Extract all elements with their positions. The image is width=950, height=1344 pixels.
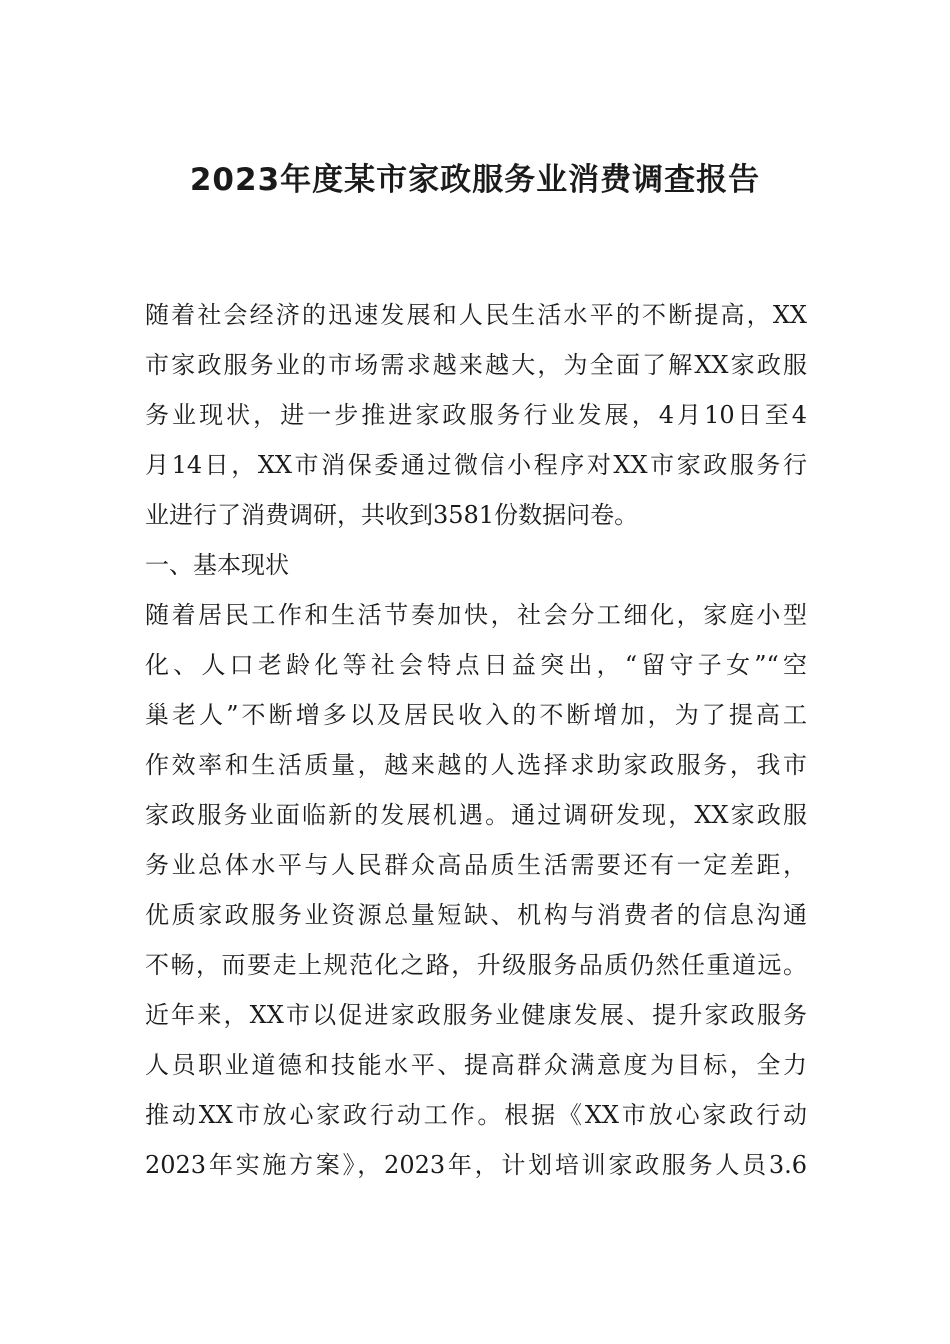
body-line: 推动XX市放心家政行动工作。根据《XX市放心家政行动 [145, 1101, 807, 1129]
body-line: 业进行了消费调研，共收到3581份数据问卷。 [145, 501, 639, 529]
body-line: 随着社会经济的迅速发展和人民生活水平的不断提高，XX [145, 301, 807, 329]
body-line: 人员职业道德和技能水平、提高群众满意度为目标，全力 [145, 1051, 807, 1079]
body-line: 作效率和生活质量，越来越的人选择求助家政服务，我市 [145, 751, 807, 779]
section-heading: 一、基本现状 [145, 551, 289, 579]
body-line: 务业现状，进一步推进家政服务行业发展，4月10日至4 [145, 401, 807, 429]
body-line: 巢老人”不断增多以及居民收入的不断增加，为了提高工 [145, 701, 807, 729]
body-line: 2023年实施方案》，2023年，计划培训家政服务人员3.6 [145, 1151, 807, 1179]
body-line: 近年来，XX市以促进家政服务业健康发展、提升家政服务 [145, 1001, 807, 1029]
body-line: 月14日，XX市消保委通过微信小程序对XX市家政服务行 [145, 451, 807, 479]
body-line: 务业总体水平与人民群众高品质生活需要还有一定差距， [145, 851, 807, 879]
body-line: 家政服务业面临新的发展机遇。通过调研发现，XX家政服 [145, 801, 807, 829]
body-line: 化、人口老龄化等社会特点日益突出，“留守子女”“空 [145, 651, 807, 679]
body-line: 市家政服务业的市场需求越来越大，为全面了解XX家政服 [145, 351, 807, 379]
body-line: 随着居民工作和生活节奏加快，社会分工细化，家庭小型 [145, 601, 807, 629]
body-line: 不畅，而要走上规范化之路，升级服务品质仍然任重道远。 [145, 951, 807, 979]
document-title: 2023年度某市家政服务业消费调查报告 [189, 162, 761, 198]
document-body [145, 290, 807, 1190]
body-line: 优质家政服务业资源总量短缺、机构与消费者的信息沟通 [145, 901, 807, 929]
